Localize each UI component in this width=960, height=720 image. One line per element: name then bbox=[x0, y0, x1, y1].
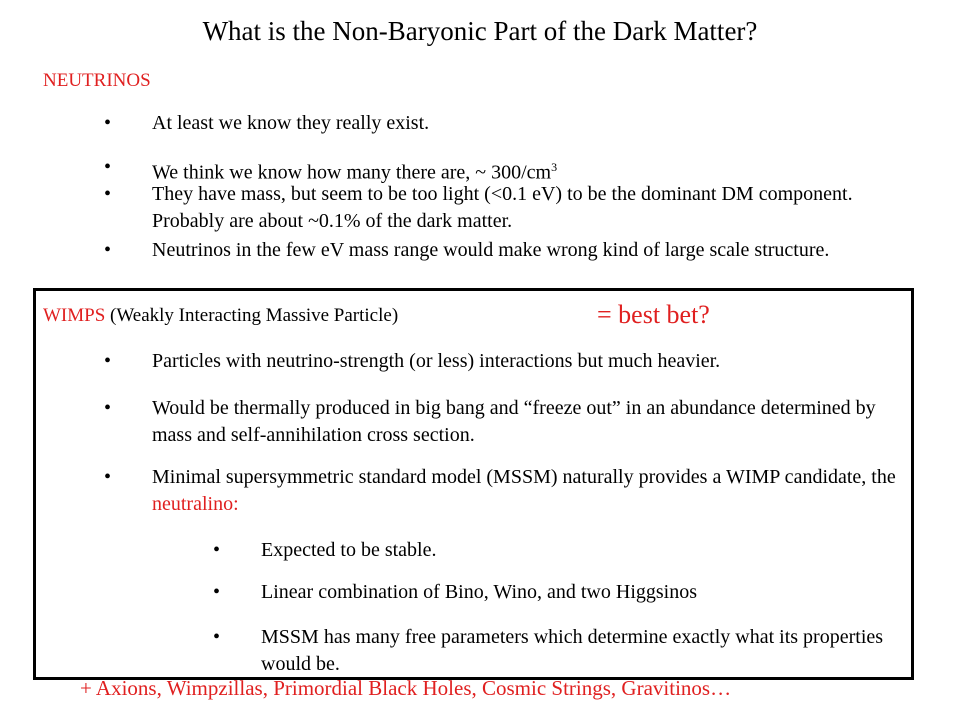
wimp-bullet-text: Particles with neutrino-strength (or less) interactions but much heavier. bbox=[152, 350, 721, 372]
neutrino-density-text: We think we know how many there are, ~ 300/cm bbox=[152, 161, 552, 184]
bullet-icon: • bbox=[104, 112, 112, 134]
sub-bullet-text: Linear combination of Bino, Wino, and two Higgsinos bbox=[261, 581, 697, 603]
wimp-bullet-text bbox=[152, 464, 912, 518]
bullet-icon: • bbox=[104, 183, 112, 205]
superscript: 3 bbox=[551, 160, 558, 174]
bullet-icon: • bbox=[104, 350, 112, 372]
page-title: What is the Non-Baryonic Part of the Dark Matter? bbox=[202, 16, 758, 46]
sub-bullet-text: Expected to be stable. bbox=[261, 539, 437, 561]
wimps-heading-full: (Weakly Interacting Massive Particle) bbox=[105, 305, 399, 326]
sub-bullet-text: MSSM has many free parameters which determine exactly what its properties would be. bbox=[261, 626, 884, 675]
neutrino-bullet-text: Neutrinos in the few eV mass range would make wrong kind of large scale structure. bbox=[152, 239, 830, 261]
bullet-icon: • bbox=[104, 239, 112, 261]
wimp-bullet-text: Would be thermally produced in big bang and “freeze out” in an abundance determined by mass and self-annihilation cross section. bbox=[152, 397, 876, 446]
other-candidates-footer: + Axions, Wimpzillas, Primordial Black Holes, Cosmic Strings, Gravitinos… bbox=[80, 676, 732, 700]
bullet-icon: • bbox=[104, 466, 112, 488]
bullet-icon: • bbox=[213, 626, 221, 648]
bullet-icon: • bbox=[213, 581, 221, 603]
neutrino-bullet-text: At least we know they really exist. bbox=[152, 112, 430, 134]
mssm-bullet-text: Minimal supersymmetric standard model (MSSM) naturally provides a WIMP candidate, the bbox=[152, 466, 896, 488]
bullet-icon: • bbox=[104, 397, 112, 419]
neutrino-bullet-text: They have mass, but seem to be too light (<0.1 eV) to be the dominant DM component. Probably are about ~0.1% of the dark matter. bbox=[152, 183, 853, 232]
wimps-heading bbox=[43, 305, 398, 327]
bullet-icon: • bbox=[213, 539, 221, 561]
neutrinos-heading: NEUTRINOS bbox=[43, 70, 151, 91]
neutralino-term: neutralino: bbox=[152, 493, 239, 515]
bullet-icon: • bbox=[104, 156, 112, 178]
wimps-heading-acronym: WIMPS bbox=[43, 305, 106, 326]
best-bet-label: = best bet? bbox=[597, 300, 710, 329]
